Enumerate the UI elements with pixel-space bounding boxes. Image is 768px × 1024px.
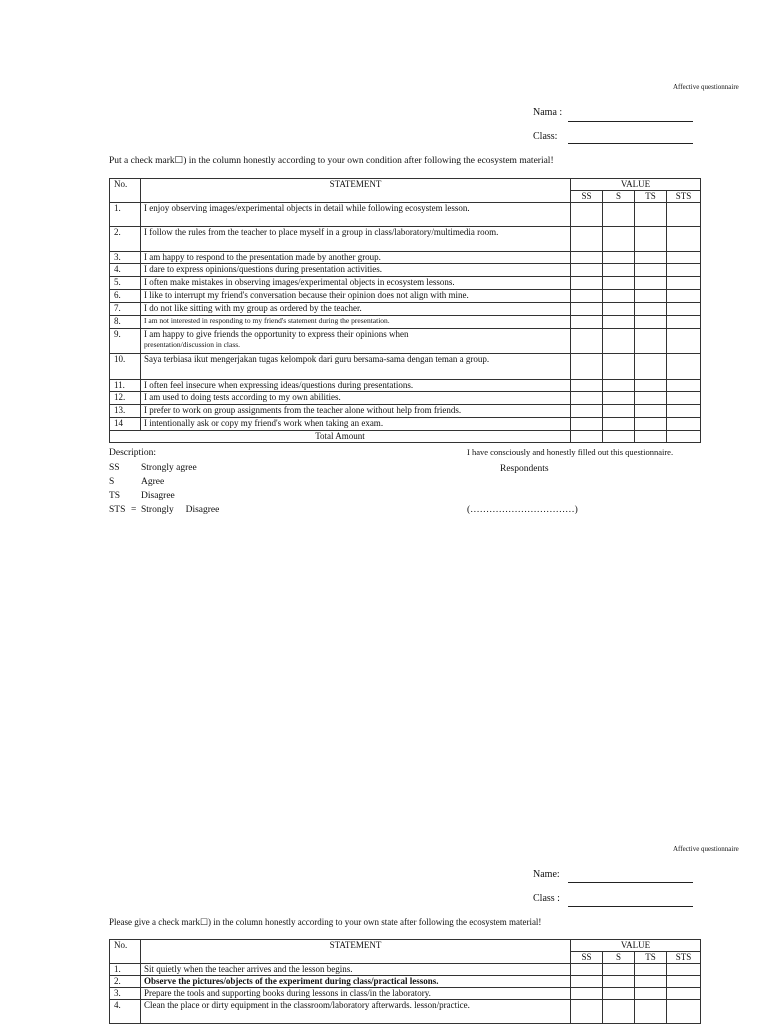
cell-ts[interactable] xyxy=(635,380,667,392)
cell-sts[interactable] xyxy=(667,405,701,418)
row-number: 5. xyxy=(110,277,141,290)
cell-ts[interactable] xyxy=(635,988,667,1000)
row-statement: I often make mistakes in observing images/experimental objects in ecosystem lessons. xyxy=(141,277,571,290)
class-line-2[interactable] xyxy=(568,906,693,907)
legend-code: TS xyxy=(109,491,121,501)
cell-ts[interactable] xyxy=(635,964,667,976)
row-statement: I do not like sitting with my group as ordered by the teacher. xyxy=(141,303,571,316)
row-statement: I intentionally ask or copy my friend's work when taking an exam. xyxy=(141,418,571,431)
cell-ss[interactable] xyxy=(571,988,603,1000)
header-no: No. xyxy=(110,179,141,203)
row-statement: Saya terbiasa ikut mengerjakan tugas kelompok dari guru bersama-sama dengan teman a group. xyxy=(141,354,571,380)
row-number: 12. xyxy=(110,392,141,405)
cell-ss[interactable] xyxy=(571,303,603,316)
table-row xyxy=(110,392,701,405)
questionnaire-tag: Affective questionnaire xyxy=(673,83,739,91)
total-sts[interactable] xyxy=(667,431,701,443)
header-ss-2: SS xyxy=(571,952,603,964)
row-statement: I follow the rules from the teacher to place myself in a group in class/laboratory/multimedia room. xyxy=(141,227,571,252)
description-label: Description: xyxy=(109,448,156,458)
row-statement: Observe the pictures/objects of the experiment during class/practical lessons. xyxy=(141,976,571,988)
cell-ts[interactable] xyxy=(635,1000,667,1024)
cell-sts[interactable] xyxy=(667,1000,701,1024)
cell-s[interactable] xyxy=(603,316,635,329)
cell-ss[interactable] xyxy=(571,354,603,380)
cell-sts[interactable] xyxy=(667,976,701,988)
cell-sts[interactable] xyxy=(667,227,701,252)
table-row xyxy=(110,252,701,264)
cell-ss[interactable] xyxy=(571,329,603,354)
cell-ss[interactable] xyxy=(571,392,603,405)
cell-sts[interactable] xyxy=(667,380,701,392)
table-row xyxy=(110,976,701,988)
cell-s[interactable] xyxy=(603,227,635,252)
cell-s[interactable] xyxy=(603,203,635,227)
row-number: 10. xyxy=(110,354,141,380)
table-row xyxy=(110,354,701,380)
cell-sts[interactable] xyxy=(667,964,701,976)
table-row xyxy=(110,316,701,329)
cell-sts[interactable] xyxy=(667,203,701,227)
cell-sts[interactable] xyxy=(667,329,701,354)
cell-sts[interactable] xyxy=(667,303,701,316)
cell-ts[interactable] xyxy=(635,976,667,988)
table-row xyxy=(110,290,701,303)
cell-ts[interactable] xyxy=(635,290,667,303)
cell-s[interactable] xyxy=(603,988,635,1000)
cell-s[interactable] xyxy=(603,329,635,354)
legend-meaning: Strongly agree xyxy=(141,463,197,473)
header-ts: TS xyxy=(635,191,667,203)
name-line[interactable] xyxy=(568,121,693,122)
legend xyxy=(109,461,309,517)
table-row xyxy=(110,303,701,316)
row-statement: Clean the place or dirty equipment in the classroom/laboratory afterwards. lesson/practice. xyxy=(141,1000,571,1024)
total-ts[interactable] xyxy=(635,431,667,443)
name-label: Nama : xyxy=(533,107,563,118)
row-number: 1. xyxy=(110,203,141,227)
row-statement xyxy=(141,329,571,354)
header-s-2: S xyxy=(603,952,635,964)
legend-item xyxy=(109,475,309,489)
total-ss[interactable] xyxy=(571,431,603,443)
cell-ss[interactable] xyxy=(571,290,603,303)
header-ss: SS xyxy=(571,191,603,203)
row-number: 4. xyxy=(110,1000,141,1024)
cell-s[interactable] xyxy=(603,252,635,264)
row-statement-line1: I am happy to give friends the opportunity to express their opinions when xyxy=(144,329,409,339)
questionnaire-table-1 xyxy=(109,178,701,443)
row-number: 2. xyxy=(110,976,141,988)
cell-ss[interactable] xyxy=(571,203,603,227)
table-row xyxy=(110,277,701,290)
row-statement: I prefer to work on group assignments from the teacher alone without help from friends. xyxy=(141,405,571,418)
cell-ss[interactable] xyxy=(571,964,603,976)
total-s[interactable] xyxy=(603,431,635,443)
table-row xyxy=(110,405,701,418)
cell-sts[interactable] xyxy=(667,316,701,329)
row-number: 11. xyxy=(110,380,141,392)
cell-sts[interactable] xyxy=(667,264,701,277)
total-amount-label: Total Amount xyxy=(110,431,571,443)
table-row xyxy=(110,964,701,976)
signature-line[interactable]: (……………………………) xyxy=(467,505,578,515)
cell-s[interactable] xyxy=(603,303,635,316)
table-row xyxy=(110,329,701,354)
cell-s[interactable] xyxy=(603,1000,635,1024)
cell-sts[interactable] xyxy=(667,418,701,431)
row-statement: Prepare the tools and supporting books during lessons in class/in the laboratory. xyxy=(141,988,571,1000)
row-statement: I am not interested in responding to my friend's statement during the presentation. xyxy=(141,316,571,329)
header-sts-2: STS xyxy=(667,952,701,964)
row-statement: I dare to express opinions/questions during presentation activities. xyxy=(141,264,571,277)
questionnaire-table-2 xyxy=(109,939,701,1024)
legend-item xyxy=(109,503,309,517)
row-number: 7. xyxy=(110,303,141,316)
cell-ss[interactable] xyxy=(571,252,603,264)
cell-s[interactable] xyxy=(603,354,635,380)
row-number: 2. xyxy=(110,227,141,252)
row-number: 9. xyxy=(110,329,141,354)
cell-s[interactable] xyxy=(603,964,635,976)
row-statement: I like to interrupt my friend's conversation because their opinion does not align with mine. xyxy=(141,290,571,303)
cell-ss[interactable] xyxy=(571,1000,603,1024)
row-statement: Sit quietly when the teacher arrives and the lesson begins. xyxy=(141,964,571,976)
cell-sts[interactable] xyxy=(667,290,701,303)
cell-ss[interactable] xyxy=(571,405,603,418)
cell-s[interactable] xyxy=(603,264,635,277)
cell-ts[interactable] xyxy=(635,203,667,227)
cell-ss[interactable] xyxy=(571,227,603,252)
cell-sts[interactable] xyxy=(667,277,701,290)
legend-code: SS xyxy=(109,463,120,473)
row-statement: I often feel insecure when expressing ideas/questions during presentations. xyxy=(141,380,571,392)
row-number: 1. xyxy=(110,964,141,976)
cell-ts[interactable] xyxy=(635,303,667,316)
header-no-2: No. xyxy=(110,940,141,964)
cell-s[interactable] xyxy=(603,392,635,405)
cell-ss[interactable] xyxy=(571,976,603,988)
header-s: S xyxy=(603,191,635,203)
cell-sts[interactable] xyxy=(667,988,701,1000)
legend-code: S xyxy=(109,477,115,487)
cell-ts[interactable] xyxy=(635,227,667,252)
cell-ts[interactable] xyxy=(635,392,667,405)
header-ts-2: TS xyxy=(635,952,667,964)
legend-item xyxy=(109,489,309,503)
header-statement-2: STATEMENT xyxy=(141,940,571,964)
cell-ts[interactable] xyxy=(635,405,667,418)
instruction-text: Put a check mark☐) in the column honestly according to your own condition after following the ecosystem material! xyxy=(109,156,554,166)
cell-ts[interactable] xyxy=(635,252,667,264)
row-number: 14 xyxy=(110,418,141,431)
total-row xyxy=(110,431,701,443)
table-row xyxy=(110,227,701,252)
header-statement: STATEMENT xyxy=(141,179,571,203)
cell-s[interactable] xyxy=(603,418,635,431)
row-number: 6. xyxy=(110,290,141,303)
cell-ss[interactable] xyxy=(571,264,603,277)
cell-ts[interactable] xyxy=(635,329,667,354)
legend-meaning: Strongly Disagree xyxy=(141,505,220,515)
legend-meaning: Disagree xyxy=(141,491,175,501)
table-row xyxy=(110,1000,701,1024)
cell-s[interactable] xyxy=(603,277,635,290)
row-number: 13. xyxy=(110,405,141,418)
cell-s[interactable] xyxy=(603,380,635,392)
cell-ss[interactable] xyxy=(571,316,603,329)
row-statement: I am used to doing tests according to my own abilities. xyxy=(141,392,571,405)
row-number: 8. xyxy=(110,316,141,329)
consent-statement: I have consciously and honestly filled out this questionnaire. xyxy=(467,447,674,457)
cell-ts[interactable] xyxy=(635,418,667,431)
cell-s[interactable] xyxy=(603,405,635,418)
row-number: 3. xyxy=(110,252,141,264)
table-row xyxy=(110,988,701,1000)
cell-s[interactable] xyxy=(603,976,635,988)
row-statement: I am happy to respond to the presentation made by another group. xyxy=(141,252,571,264)
instruction-text-2: Please give a check mark☐) in the column honestly according to your own state after following the ecosystem material! xyxy=(109,917,542,927)
row-statement-line2: presentation/discussion in class. xyxy=(144,340,241,349)
cell-ts[interactable] xyxy=(635,264,667,277)
cell-sts[interactable] xyxy=(667,354,701,380)
row-statement: I enjoy observing images/experimental objects in detail while following ecosystem lesson. xyxy=(141,203,571,227)
table-row xyxy=(110,264,701,277)
cell-s[interactable] xyxy=(603,290,635,303)
row-number: 4. xyxy=(110,264,141,277)
header-sts: STS xyxy=(667,191,701,203)
class-label: Class: xyxy=(533,131,558,142)
respondents-label: Respondents xyxy=(500,464,549,474)
questionnaire-tag-2: Affective questionnaire xyxy=(673,845,739,853)
header-value: VALUE xyxy=(571,179,701,191)
row-number: 3. xyxy=(110,988,141,1000)
cell-ts[interactable] xyxy=(635,354,667,380)
cell-ts[interactable] xyxy=(635,316,667,329)
header-value-2: VALUE xyxy=(571,940,701,952)
legend-separator: = xyxy=(131,505,137,515)
legend-item xyxy=(109,461,309,475)
name-line-2[interactable] xyxy=(568,882,693,883)
legend-meaning: Agree xyxy=(141,477,165,487)
cell-ss[interactable] xyxy=(571,418,603,431)
cell-sts[interactable] xyxy=(667,392,701,405)
class-label-2: Class : xyxy=(533,893,560,904)
cell-ss[interactable] xyxy=(571,380,603,392)
name-label-2: Name: xyxy=(533,869,560,880)
table-row xyxy=(110,203,701,227)
cell-ts[interactable] xyxy=(635,277,667,290)
cell-sts[interactable] xyxy=(667,252,701,264)
table-row xyxy=(110,380,701,392)
legend-code: STS xyxy=(109,505,126,515)
table-row xyxy=(110,418,701,431)
cell-ss[interactable] xyxy=(571,277,603,290)
class-line[interactable] xyxy=(568,143,693,144)
